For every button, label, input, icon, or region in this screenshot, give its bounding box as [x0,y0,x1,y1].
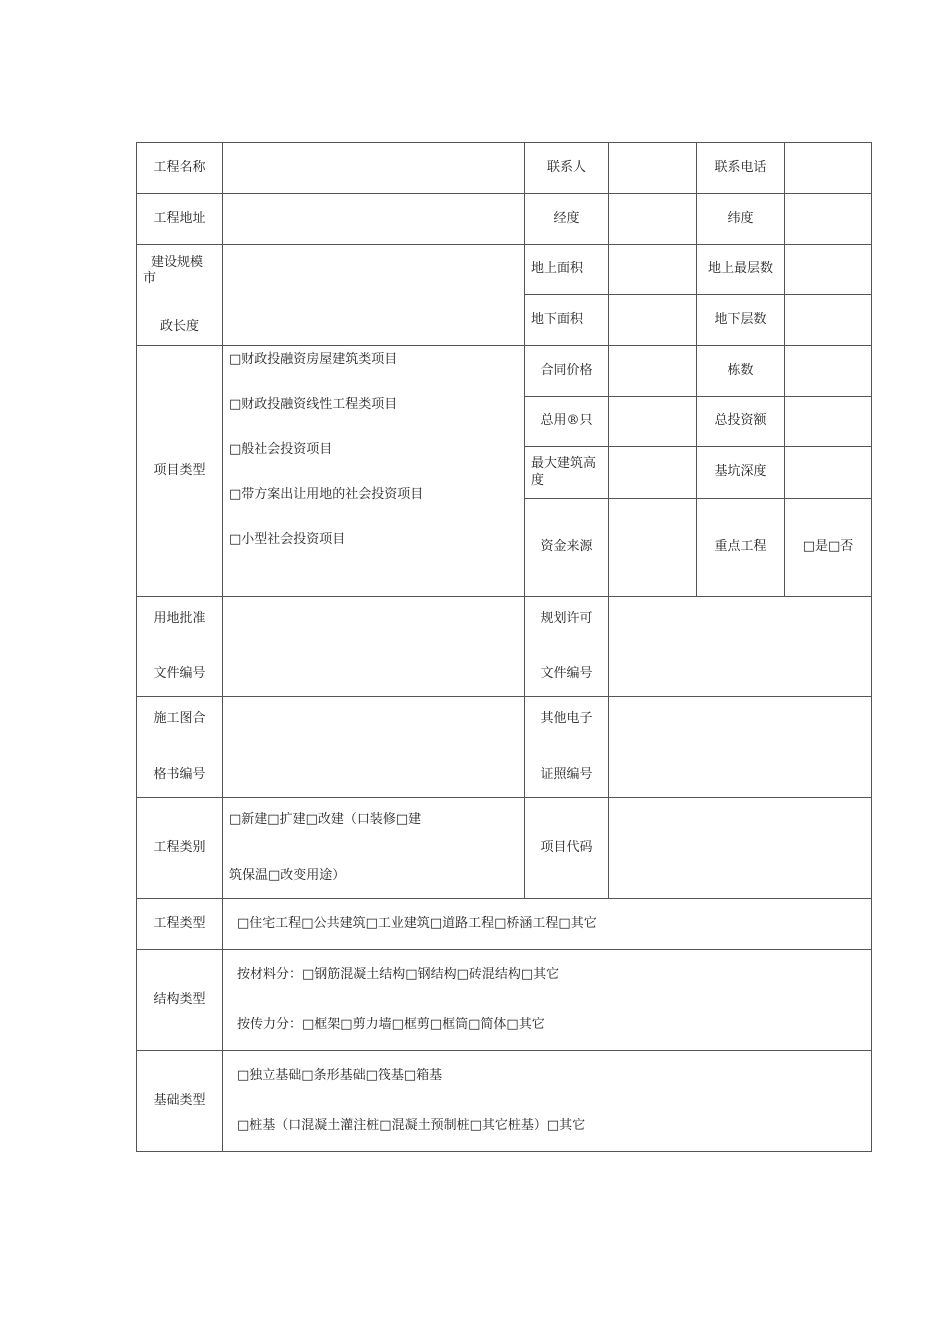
fund-source-label: 资金来源 [525,499,609,597]
above-area-label: 地上面积 [525,245,609,295]
engineering-type-options-text[interactable]: □住宅工程□公共建筑□工业建筑□道路工程□桥涵工程□其它 [237,915,597,931]
project-type-option-5[interactable]: □小型社会投资项目 [229,531,346,547]
pit-depth-field[interactable] [785,447,872,499]
below-area-label: 地下面积 [525,295,609,346]
land-approval-field[interactable] [223,597,525,697]
foundation-options-line2[interactable]: □桩基（口混凝土灌注桩□混凝土预制桩□其它桩基）□其它 [237,1117,586,1133]
project-name-field[interactable] [223,143,525,194]
project-type-options [223,346,525,597]
scale-label-line2: 市 [143,271,157,287]
contact-person-field[interactable] [609,143,697,194]
construction-category-options [223,798,525,899]
other-cert-label-line2: 证照编号 [540,766,593,782]
project-type-option-4[interactable]: □带方案出让用地的社会投资项目 [229,486,424,502]
contact-phone-field[interactable] [785,143,872,194]
construction-category-line1[interactable]: □新建□扩建□改建（口装修□建 [229,812,422,827]
structure-force-options[interactable]: 按传力分：□框架□剪力墙□框剪□框筒□简体□其它 [237,1016,545,1032]
scale-label-line3: 政长度 [159,318,199,334]
project-type-label: 项目类型 [137,346,223,597]
planning-permit-field[interactable] [609,597,872,697]
contact-phone-label: 联系电话 [697,143,785,194]
scale-label-line1: 建设规模 [151,255,204,270]
below-floors-field[interactable] [785,295,872,346]
buildings-label: 栋数 [697,346,785,397]
planning-permit-label-line2: 文件编号 [540,666,593,682]
drawing-cert-label [137,697,223,798]
project-code-label: 项目代码 [525,798,609,899]
planning-permit-label-line1: 规划许可 [540,610,593,626]
pit-depth-label: 基坑深度 [697,447,785,499]
foundation-type-options [223,1051,872,1152]
latitude-field[interactable] [785,194,872,245]
contact-person-label: 联系人 [525,143,609,194]
total-use-field[interactable] [609,397,697,447]
total-investment-label: 总投资额 [697,397,785,447]
project-type-option-2[interactable]: □财政投融资线性工程类项目 [229,396,398,412]
engineering-type-options [223,899,872,950]
total-investment-field[interactable] [785,397,872,447]
total-use-label: 总用®只 [525,397,609,447]
structure-material-options[interactable]: 按材料分：□钢筋混凝土结构□钢结构□砖混结构□其它 [237,967,560,982]
project-info-form [136,142,872,1152]
above-floors-field[interactable] [785,245,872,295]
foundation-options-line1[interactable]: □独立基础□条形基础□筏基□箱基 [237,1068,443,1083]
latitude-label: 纬度 [697,194,785,245]
project-address-label: 工程地址 [137,194,223,245]
contract-price-field[interactable] [609,346,697,397]
structure-type-options [223,950,872,1051]
buildings-field[interactable] [785,346,872,397]
other-cert-field[interactable] [609,697,872,798]
scale-label-cell [137,245,223,346]
max-height-field[interactable] [609,447,697,499]
drawing-cert-label-line2: 格书编号 [153,766,206,782]
project-code-field[interactable] [609,798,872,899]
below-floors-label: 地下层数 [697,295,785,346]
other-cert-label-line1: 其他电子 [540,711,593,726]
max-height-label-line2: 度 [531,472,545,488]
structure-type-label: 结构类型 [137,950,223,1051]
above-area-field[interactable] [609,245,697,295]
other-cert-label [525,697,609,798]
max-height-label-line1: 最大建筑高 [531,456,597,472]
land-approval-label [137,597,223,697]
engineering-type-label: 工程类型 [137,899,223,950]
drawing-cert-label-line1: 施工图合 [153,711,206,726]
max-height-label [525,447,609,499]
above-floors-label: 地上最层数 [697,245,785,295]
construction-category-label: 工程类别 [137,798,223,899]
project-type-option-1[interactable]: □财政投融资房屋建筑类项目 [229,352,398,367]
fund-source-field[interactable] [609,499,697,597]
project-type-option-3[interactable]: □般社会投资项目 [229,441,333,457]
land-approval-label-line1: 用地批准 [153,610,206,626]
foundation-type-label: 基础类型 [137,1051,223,1152]
scale-field[interactable] [223,245,525,346]
planning-permit-label [525,597,609,697]
key-project-options[interactable]: □是□否 [785,499,872,597]
construction-category-line2[interactable]: 筑保温□改变用途） [229,867,346,883]
below-area-field[interactable] [609,295,697,346]
project-name-label: 工程名称 [137,143,223,194]
project-address-field[interactable] [223,194,525,245]
contract-price-label: 合同价格 [525,346,609,397]
drawing-cert-field[interactable] [223,697,525,798]
key-project-label: 重点工程 [697,499,785,597]
longitude-field[interactable] [609,194,697,245]
longitude-label: 经度 [525,194,609,245]
land-approval-label-line2: 文件编号 [153,666,206,682]
